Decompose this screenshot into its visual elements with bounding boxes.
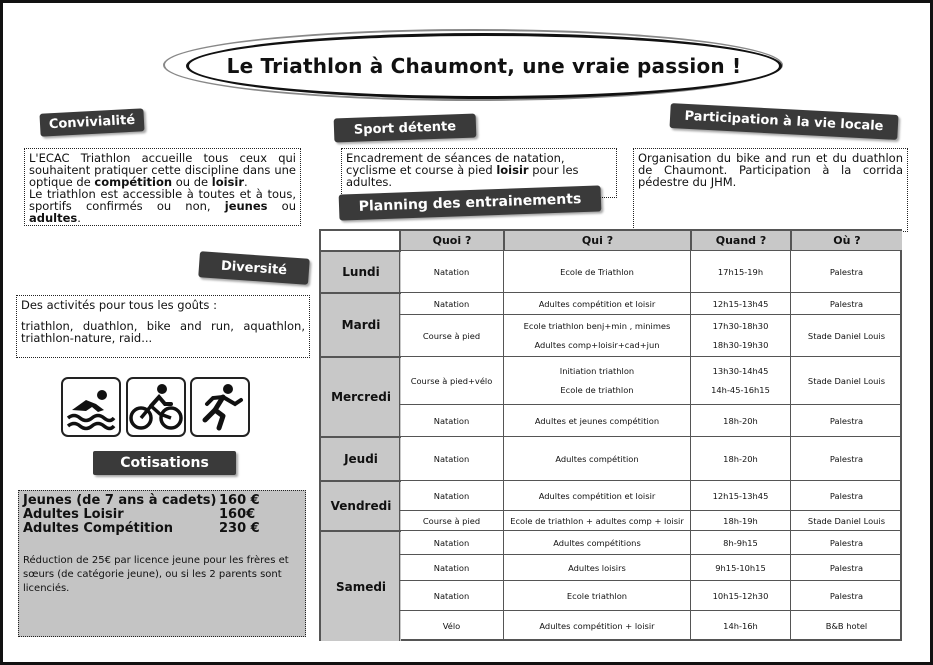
day-vendredi: Vendredi bbox=[321, 480, 401, 530]
cell-quand-text: 14h-45-16h15 bbox=[711, 385, 770, 395]
cell-quoi-text: Natation bbox=[433, 590, 470, 601]
cotisation-price: 160 € bbox=[219, 493, 260, 508]
cotisation-name: Adultes Loisir bbox=[23, 507, 124, 522]
swimming-icon bbox=[61, 377, 121, 437]
cell-quoi bbox=[399, 404, 503, 436]
cotisations-label: Cotisations bbox=[120, 455, 209, 471]
cell-qui-text: Ecole triathlon bbox=[566, 590, 628, 601]
cell-quand-text: 10h15-12h30 bbox=[712, 590, 769, 601]
cell-ou bbox=[790, 480, 902, 510]
convivialite-text-1: L'ECAC Triathlon accueille tous ceux qui souhaitent pratiquer cette discipline dans une optique de compétition ou de loisir. bbox=[29, 151, 296, 189]
diversite-line-2: triathlon, duathlon, bike and run, aquathlon, triathlon-nature, raid... bbox=[21, 319, 305, 345]
cell-quand bbox=[690, 530, 790, 554]
tab-participation bbox=[670, 103, 899, 140]
cell-quoi bbox=[399, 436, 503, 480]
cell-quand-text: 12h15-13h45 bbox=[712, 298, 769, 309]
cell-qui-text: Adultes et jeunes compétition bbox=[534, 415, 660, 426]
cotisations-note: Réduction de 25€ par licence jeune pour les frères et sœurs (de catégorie jeune), ou si les 2 parents sont licenciés. bbox=[23, 555, 289, 594]
cell-quand-text: 18h-20h bbox=[723, 453, 758, 464]
cell-quoi bbox=[399, 510, 503, 530]
sport-detente-text: Encadrement de séances de natation, cyclisme et course à pied loisir pour les adultes. bbox=[346, 151, 579, 189]
cell-ou-text: Palestra bbox=[829, 562, 864, 573]
cell-qui-text: Adultes compétition et loisir bbox=[538, 298, 656, 309]
cell-qui bbox=[503, 404, 690, 436]
cell-quoi-text: Natation bbox=[433, 298, 470, 309]
cell-quand-text: 17h30-18h30 bbox=[712, 321, 769, 331]
cell-ou bbox=[790, 510, 902, 530]
cell-qui-text: Adultes compétition bbox=[555, 453, 639, 464]
cell-qui bbox=[503, 314, 690, 356]
cell-ou-text: B&B hotel bbox=[825, 621, 868, 631]
diversite-box bbox=[16, 295, 310, 358]
title-ellipse bbox=[186, 33, 782, 99]
diversite-line-1: Des activités pour tous les goûts : bbox=[21, 298, 217, 312]
cell-quoi-text: Natation bbox=[433, 490, 470, 501]
header-quoi: Quoi ? bbox=[399, 231, 503, 250]
sport-detente-label: Sport détente bbox=[353, 118, 457, 138]
cell-ou-text: Stade Daniel Louis bbox=[807, 330, 886, 341]
cell-qui bbox=[503, 292, 690, 314]
planning-header bbox=[399, 231, 902, 250]
cell-quand-text: 18h30-19h30 bbox=[712, 340, 769, 350]
cell-qui bbox=[503, 436, 690, 480]
cell-quand bbox=[690, 250, 790, 292]
cell-qui bbox=[503, 250, 690, 292]
cotisation-name: Jeunes (de 7 ans à cadets) bbox=[23, 493, 217, 508]
cell-quoi-text: Natation bbox=[433, 266, 470, 277]
cotisation-row bbox=[23, 522, 301, 536]
cell-ou-text: Palestra bbox=[829, 590, 864, 601]
header-qui: Qui ? bbox=[503, 231, 690, 250]
cell-quand-text: 9h15-10h15 bbox=[715, 562, 766, 573]
cotisation-row bbox=[23, 508, 301, 522]
day-mercredi: Mercredi bbox=[321, 356, 401, 436]
cell-quand-text: 18h-20h bbox=[723, 415, 758, 426]
header-quand: Quand ? bbox=[690, 231, 790, 250]
cell-ou bbox=[790, 250, 902, 292]
cell-ou-text: Palestra bbox=[829, 490, 864, 501]
cell-quoi bbox=[399, 292, 503, 314]
planning-label: Planning des entrainements bbox=[358, 191, 582, 215]
cell-quand bbox=[690, 314, 790, 356]
running-icon bbox=[190, 377, 250, 437]
cell-ou bbox=[790, 580, 902, 610]
cell-ou bbox=[790, 292, 902, 314]
cell-quand-text: 14h-16h bbox=[723, 621, 758, 631]
cell-qui bbox=[503, 554, 690, 580]
tab-sport-detente bbox=[334, 114, 477, 143]
cell-quand bbox=[690, 356, 790, 404]
cell-ou-text: Palestra bbox=[829, 298, 864, 309]
cell-qui-text: Ecole triathlon benj+min , minimes bbox=[523, 321, 671, 331]
cell-ou bbox=[790, 404, 902, 436]
cell-quand bbox=[690, 610, 790, 641]
day-samedi: Samedi bbox=[321, 530, 401, 641]
cell-ou-text: Stade Daniel Louis bbox=[807, 515, 886, 526]
cell-qui-text: Ecole de triathlon bbox=[560, 385, 634, 395]
cotisation-row bbox=[23, 494, 301, 508]
cell-quand-text: 8h-9h15 bbox=[723, 537, 758, 548]
cell-qui-text: Adultes comp+loisir+cad+jun bbox=[534, 340, 660, 350]
cycling-icon bbox=[126, 377, 186, 437]
participation-text: Organisation du bike and run et du duathlon de Chaumont. Participation à la corrida pédestre du JHM. bbox=[638, 151, 903, 189]
day-lundi: Lundi bbox=[321, 250, 401, 292]
cell-ou-text: Palestra bbox=[829, 266, 864, 277]
cell-qui-text: Adultes loisirs bbox=[568, 562, 626, 573]
convivialite-label: Convivialité bbox=[48, 112, 136, 133]
cell-ou bbox=[790, 530, 902, 554]
cell-ou-text: Palestra bbox=[829, 415, 864, 426]
cell-quoi bbox=[399, 314, 503, 356]
convivialite-box bbox=[24, 148, 301, 226]
cell-quoi bbox=[399, 250, 503, 292]
cell-ou-text: Palestra bbox=[829, 537, 864, 548]
cell-qui bbox=[503, 610, 690, 641]
tab-convivialite bbox=[39, 108, 144, 136]
planning-table bbox=[319, 229, 902, 641]
cell-ou bbox=[790, 436, 902, 480]
cell-quoi-text: Natation bbox=[433, 415, 470, 426]
cotisation-price: 160€ bbox=[219, 507, 256, 522]
cell-quand bbox=[690, 554, 790, 580]
cell-qui-text: Ecole de triathlon + adultes comp + loisir bbox=[510, 515, 684, 526]
cell-quand-text: 18h-19h bbox=[723, 515, 758, 526]
convivialite-text-2: Le triathlon est accessible à toutes et à tous, sportifs confirmés ou non, jeunes ou adultes. bbox=[29, 187, 297, 225]
participation-box bbox=[633, 148, 908, 232]
cell-quoi bbox=[399, 530, 503, 554]
cell-qui bbox=[503, 480, 690, 510]
cell-qui-text: Adultes compétition + loisir bbox=[539, 621, 655, 631]
cell-quoi-text: Natation bbox=[433, 453, 470, 464]
cell-quoi bbox=[399, 356, 503, 404]
participation-label: Participation à la vie locale bbox=[684, 108, 884, 135]
cell-quoi bbox=[399, 580, 503, 610]
cell-quoi-text: Vélo bbox=[442, 621, 461, 631]
cell-ou-text: Stade Daniel Louis bbox=[807, 375, 886, 386]
day-mardi: Mardi bbox=[321, 292, 401, 356]
cell-qui-text: Adultes compétition et loisir bbox=[538, 490, 656, 501]
cell-qui bbox=[503, 510, 690, 530]
cell-quoi bbox=[399, 554, 503, 580]
cell-ou-text: Palestra bbox=[829, 453, 864, 464]
cell-qui-text: Initiation triathlon bbox=[559, 366, 635, 376]
cell-ou bbox=[790, 554, 902, 580]
cell-quand-text: 13h30-14h45 bbox=[712, 366, 769, 376]
cell-quoi-text: Natation bbox=[433, 562, 470, 573]
diversite-label: Diversité bbox=[220, 258, 288, 278]
cotisations-box bbox=[18, 490, 306, 637]
tab-cotisations bbox=[93, 451, 236, 475]
day-jeudi: Jeudi bbox=[321, 436, 401, 480]
cotisation-name: Adultes Compétition bbox=[23, 521, 174, 536]
cell-quand-text: 12h15-13h45 bbox=[712, 490, 769, 501]
cell-quoi bbox=[399, 480, 503, 510]
cell-quoi-text: Course à pied+vélo bbox=[410, 375, 493, 386]
cell-quand bbox=[690, 580, 790, 610]
cell-quoi-text: Course à pied bbox=[422, 330, 481, 341]
cell-quoi bbox=[399, 610, 503, 641]
cell-quoi-text: Natation bbox=[433, 537, 470, 548]
cell-ou bbox=[790, 356, 902, 404]
cell-quoi-text: Course à pied bbox=[422, 515, 481, 526]
cell-quand bbox=[690, 480, 790, 510]
cell-qui-text: Adultes compétitions bbox=[553, 537, 641, 548]
cell-ou bbox=[790, 610, 902, 641]
cell-quand bbox=[690, 436, 790, 480]
cell-quand bbox=[690, 510, 790, 530]
page-title: Le Triathlon à Chaumont, une vraie passion ! bbox=[226, 54, 742, 78]
cell-qui bbox=[503, 530, 690, 554]
cell-quand-text: 17h15-19h bbox=[717, 266, 764, 277]
header-ou: Où ? bbox=[790, 231, 902, 250]
cell-quand bbox=[690, 404, 790, 436]
tab-diversite bbox=[198, 251, 310, 285]
cell-quand bbox=[690, 292, 790, 314]
cell-ou bbox=[790, 314, 902, 356]
cell-qui bbox=[503, 356, 690, 404]
cell-qui bbox=[503, 580, 690, 610]
cell-qui-text: Ecole de Triathlon bbox=[560, 266, 634, 277]
cotisation-price: 230 € bbox=[219, 521, 260, 536]
